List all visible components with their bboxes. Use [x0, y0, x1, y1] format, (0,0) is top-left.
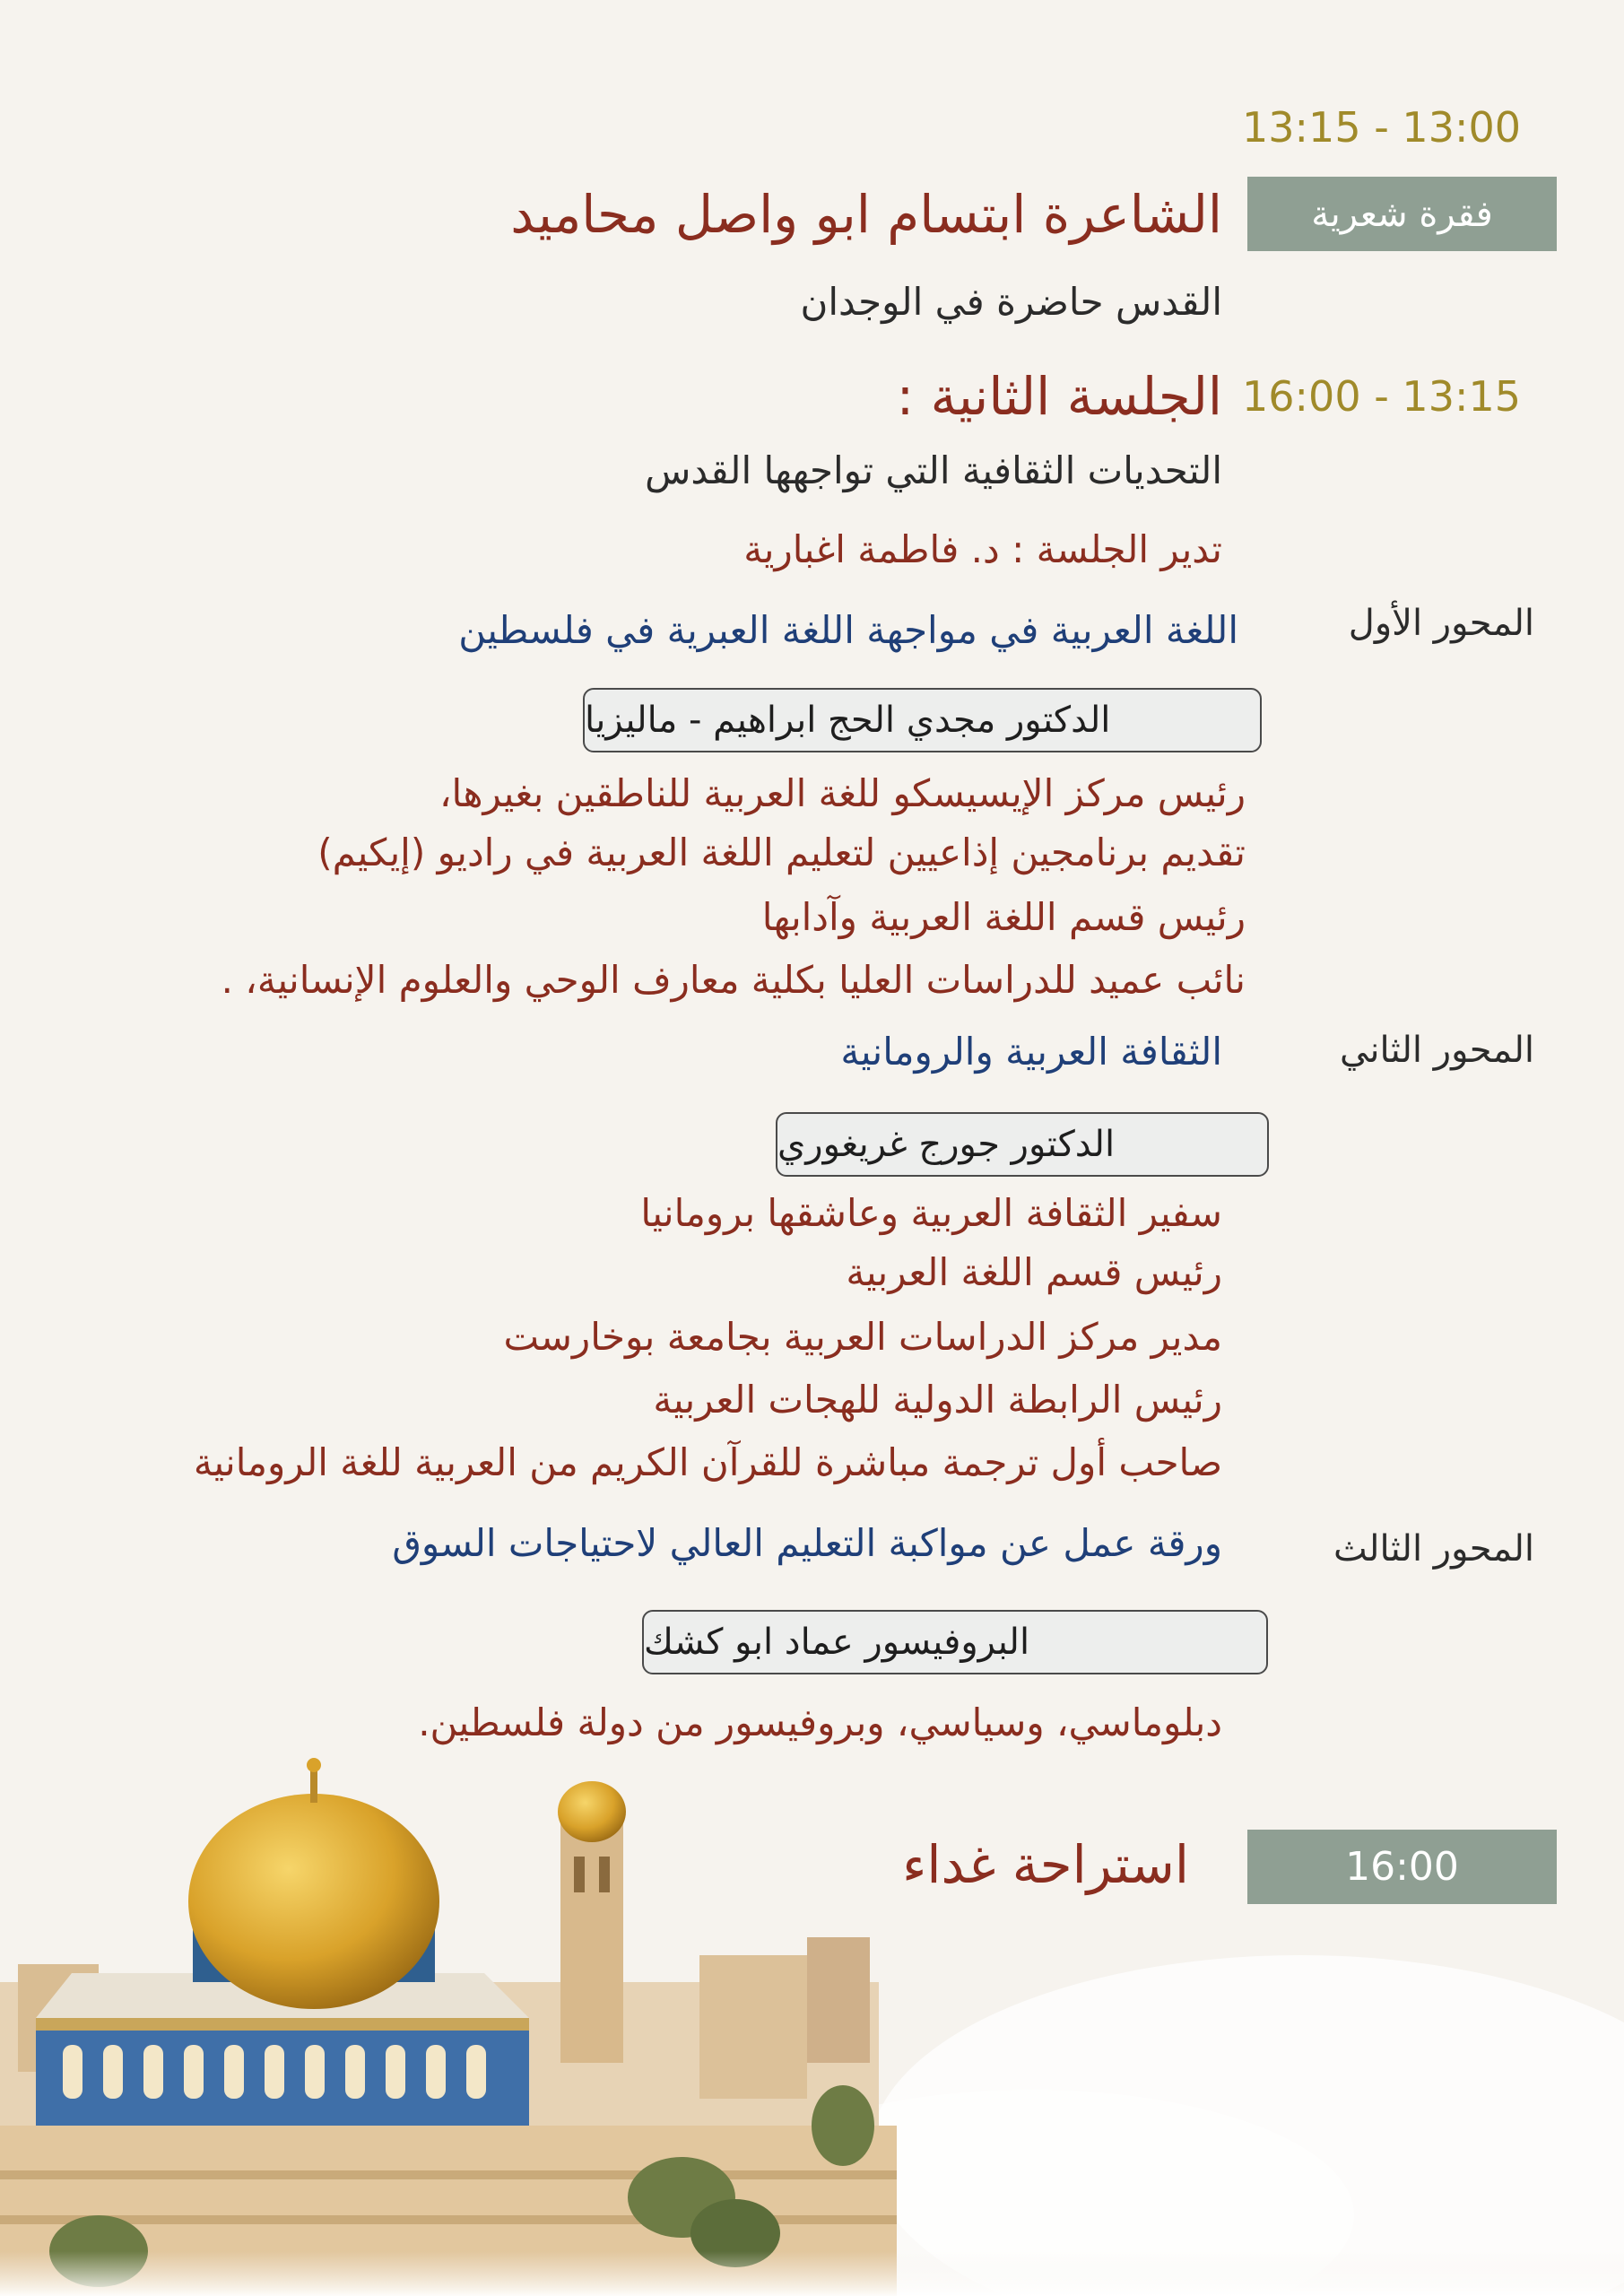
session2-moderator: تدير الجلسة : د. فاطمة اغبارية	[743, 527, 1222, 571]
axis3-label: المحور الثالث	[1333, 1528, 1534, 1570]
lunch-time-badge: 16:00	[1247, 1830, 1557, 1904]
axis2-bio-2: رئيس قسم اللغة العربية	[846, 1250, 1222, 1294]
axis2-topic: الثقافة العربية والرومانية	[840, 1030, 1222, 1074]
session2-title: الجلسة الثانية :	[896, 366, 1222, 427]
performer-name: الشاعرة ابتسام ابو واصل محاميد	[510, 184, 1222, 245]
axis1-bio-2: تقديم برنامجين إذاعيين لتعليم اللغة العربية في راديو (إيكيم)	[317, 831, 1246, 874]
axis2-bio-4: رئيس الرابطة الدولية للهجات العربية	[653, 1378, 1222, 1422]
axis1-bio-4: نائب عميد للدراسات العليا بكلية معارف الوحي والعلوم الإنسانية، .	[221, 958, 1246, 1002]
axis2-label: المحور الثاني	[1340, 1030, 1534, 1071]
session2-time: 16:00 - 13:15	[1242, 372, 1521, 421]
lunch-title: استراحة غداء	[902, 1834, 1189, 1895]
axis3-topic: ورقة عمل عن مواكبة التعليم العالي لاحتياجات السوق	[392, 1521, 1222, 1565]
axis2-bio-5: صاحب أول ترجمة مباشرة للقرآن الكريم من العربية للغة الرومانية	[193, 1440, 1222, 1484]
session2-topic: التحديات الثقافية التي تواجهها القدس	[645, 448, 1222, 492]
poetry-badge: فقرة شعرية	[1247, 177, 1557, 251]
axis1-label: المحور الأول	[1348, 603, 1534, 644]
axis1-bio-3: رئيس قسم اللغة العربية وآدابها	[761, 895, 1246, 939]
axis2-bio-3: مدير مركز الدراسات العربية بجامعة بوخارست	[503, 1315, 1222, 1359]
axis2-bio-1: سفير الثقافة العربية وعاشقها برومانيا	[640, 1191, 1222, 1235]
dome-of-the-rock-illustration	[0, 1749, 1624, 2296]
axis1-bio-1: رئيس مركز الإيسيسكو للغة العربية للناطقين بغيرها،	[439, 771, 1246, 815]
axis3-speaker: البروفيسور عماد ابو كشك	[642, 1610, 1268, 1674]
axis2-speaker: الدكتور جورج غريغوري	[776, 1112, 1269, 1177]
axis1-topic: اللغة العربية في مواجهة اللغة العبرية في فلسطين	[458, 608, 1238, 652]
session1-subtitle: القدس حاضرة في الوجدان	[800, 280, 1222, 324]
axis3-bio-1: دبلوماسي، وسياسي، وبروفيسور من دولة فلسطين.	[418, 1700, 1222, 1744]
axis1-speaker: الدكتور مجدي الحج ابراهيم - ماليزيا	[583, 688, 1262, 752]
session1-time: 13:15 - 13:00	[1242, 103, 1521, 152]
